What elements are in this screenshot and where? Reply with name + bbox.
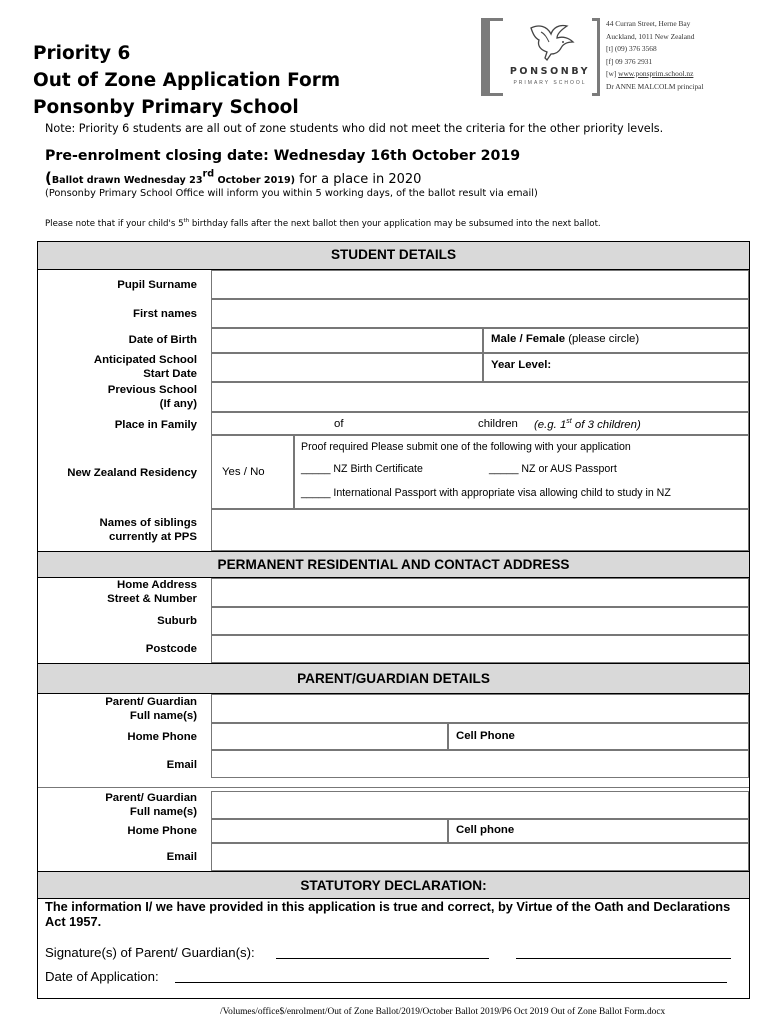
parent2-name-label-a: Parent/ Guardian	[105, 792, 197, 804]
previous-school-field[interactable]	[211, 382, 749, 412]
student-details-heading: STUDENT DETAILS	[38, 242, 749, 270]
parent2-name-label	[105, 791, 197, 819]
siblings-label-b: currently at PPS	[109, 531, 197, 543]
parent2-name-field[interactable]	[211, 791, 749, 819]
option-nz-aus-passport[interactable]: _____ NZ or AUS Passport	[489, 463, 617, 475]
siblings-label-a: Names of siblings	[99, 517, 197, 529]
gender-options: Male / Female	[491, 333, 566, 345]
ballot-drawn-text: Ballot drawn Wednesday 23	[51, 175, 203, 186]
home-address-label	[107, 578, 197, 606]
file-path-footer: /Volumes/office$/enrolment/Out of Zone Ballot/2019/October Ballot 2019/P6 Oct 2019 Out of Zone Ballot Form.docx	[220, 1007, 666, 1017]
address-heading: PERMANENT RESIDENTIAL AND CONTACT ADDRESS	[38, 551, 749, 578]
previous-school-label	[108, 383, 197, 411]
pupil-surname-label: Pupil Surname	[117, 279, 197, 291]
declaration-text: The information I/ we have provided in this application is true and correct, by Virtue of the Oath and Declarations Act 1957.	[45, 899, 731, 929]
first-names-label: First names	[133, 308, 197, 320]
signature-label: Signature(s) of Parent/ Guardian(s):	[45, 945, 255, 960]
ballot-ordinal: rd	[202, 168, 215, 180]
home-address-label-b: Street & Number	[107, 593, 197, 605]
school-contact-block	[606, 18, 704, 93]
postcode-field[interactable]	[211, 635, 749, 663]
closing-date: Pre-enrolment closing date: Wednesday 16th October 2019	[45, 148, 521, 164]
ballot-place-year: for a place in 2020	[295, 172, 422, 187]
option-nz-birth-certificate[interactable]: _____ NZ Birth Certificate	[301, 463, 423, 475]
logo-subtitle: PRIMARY SCHOOL	[513, 80, 587, 86]
pegasus-icon	[527, 22, 575, 62]
website-line	[606, 68, 704, 81]
suburb-field[interactable]	[211, 607, 749, 635]
logo-wordmark: PONSONBY	[509, 66, 591, 77]
parent1-email-label: Email	[166, 759, 197, 771]
birthday-ordinal: th	[183, 218, 190, 224]
birthday-note	[45, 218, 601, 229]
previous-school-label-a: Previous School	[107, 384, 197, 396]
date-of-birth-label: Date of Birth	[128, 334, 197, 346]
signature-line-1[interactable]	[276, 958, 489, 959]
year-level-label: Year Level:	[491, 359, 552, 371]
parent1-name-label-b: Full name(s)	[129, 710, 197, 722]
pupil-surname-field[interactable]	[211, 270, 749, 299]
start-date-label-a: Anticipated School	[93, 354, 197, 366]
principal-name: Dr ANNE MALCOLM principal	[606, 81, 704, 91]
suburb-label: Suburb	[157, 615, 197, 627]
parent1-name-field[interactable]	[211, 694, 749, 723]
place-example	[534, 418, 641, 431]
first-names-field[interactable]	[211, 299, 749, 328]
ballot-drawn-month: October 2019)	[214, 175, 296, 186]
parent2-cell-phone-label: Cell phone	[456, 824, 515, 836]
birthday-note-a: Please note that if your child's 5	[45, 218, 184, 229]
parent1-home-phone-label: Home Phone	[127, 731, 197, 743]
declaration-heading: STATUTORY DECLARATION:	[38, 871, 749, 899]
place-example-b: of 3 children)	[571, 418, 641, 431]
signature-line-2[interactable]	[516, 958, 731, 959]
home-address-field[interactable]	[211, 578, 749, 607]
gender-note: (please circle)	[565, 333, 640, 345]
place-example-a: (e.g. 1	[534, 418, 567, 431]
residency-proof-text: Proof required Please submit one of the following with your application	[301, 441, 631, 453]
priority-note: Note: Priority 6 students are all out of zone students who did not meet the criteria for the other priority levels.	[45, 122, 664, 135]
option-international-passport[interactable]: _____ International Passport with appropriate visa allowing child to study in NZ	[301, 487, 671, 499]
parent2-home-phone-field[interactable]	[211, 819, 448, 843]
place-children-text: children	[478, 418, 518, 430]
parent1-name-label	[105, 695, 197, 723]
gender-label	[491, 333, 639, 345]
siblings-label	[100, 516, 197, 544]
parent-separator	[38, 787, 749, 788]
date-of-application-line[interactable]	[175, 982, 727, 983]
previous-school-label-b: (If any)	[159, 398, 197, 410]
residency-yes-no: Yes / No	[222, 466, 265, 478]
title-priority: Priority 6	[33, 43, 131, 64]
parent1-email-field[interactable]	[211, 750, 749, 778]
website-prefix: [w]	[606, 69, 617, 78]
phone-number: [t] (09) 376 3568	[606, 44, 657, 53]
parent2-email-field[interactable]	[211, 843, 749, 871]
address-line-1: 44 Curran Street, Herne Bay	[606, 19, 691, 28]
start-date-field[interactable]	[211, 353, 483, 382]
birthday-note-b: birthday falls after the next ballot then your application may be subsumed into the next ballot.	[189, 218, 601, 229]
office-note: (Ponsonby Primary School Office will inform you within 5 working days, of the ballot result via email)	[45, 188, 538, 199]
ballot-date	[45, 168, 421, 187]
parent1-home-phone-field[interactable]	[211, 723, 448, 750]
title-form-name: Out of Zone Application Form	[33, 70, 341, 91]
ballot-open-paren: (	[45, 169, 52, 187]
application-form	[37, 241, 750, 999]
start-date-label-b: Start Date	[143, 368, 197, 380]
date-of-birth-field[interactable]	[211, 328, 483, 353]
residency-label: New Zealand Residency	[67, 467, 197, 479]
siblings-field[interactable]	[211, 509, 749, 551]
postcode-label: Postcode	[145, 643, 197, 655]
form-title	[33, 40, 340, 121]
place-example-ordinal: st	[566, 418, 572, 425]
date-of-application-label: Date of Application:	[45, 969, 159, 984]
parent2-home-phone-label: Home Phone	[127, 825, 197, 837]
home-address-label-a: Home Address	[117, 579, 197, 591]
address-line-2: Auckland, 1011 New Zealand	[606, 31, 695, 41]
place-of-text: of	[334, 418, 344, 430]
start-date-label	[94, 353, 197, 381]
place-in-family-label: Place in Family	[114, 419, 197, 431]
website-link[interactable]: www.ponsprim.school.nz	[618, 69, 694, 78]
fax-number: [f] 09 376 2931	[606, 56, 653, 66]
parent-guardian-heading: PARENT/GUARDIAN DETAILS	[38, 663, 749, 694]
parent1-name-label-a: Parent/ Guardian	[105, 696, 197, 708]
parent2-name-label-b: Full name(s)	[129, 806, 197, 818]
title-school: Ponsonby Primary School	[33, 97, 299, 118]
parent2-email-label: Email	[166, 851, 197, 863]
parent1-cell-phone-label: Cell Phone	[456, 730, 515, 742]
